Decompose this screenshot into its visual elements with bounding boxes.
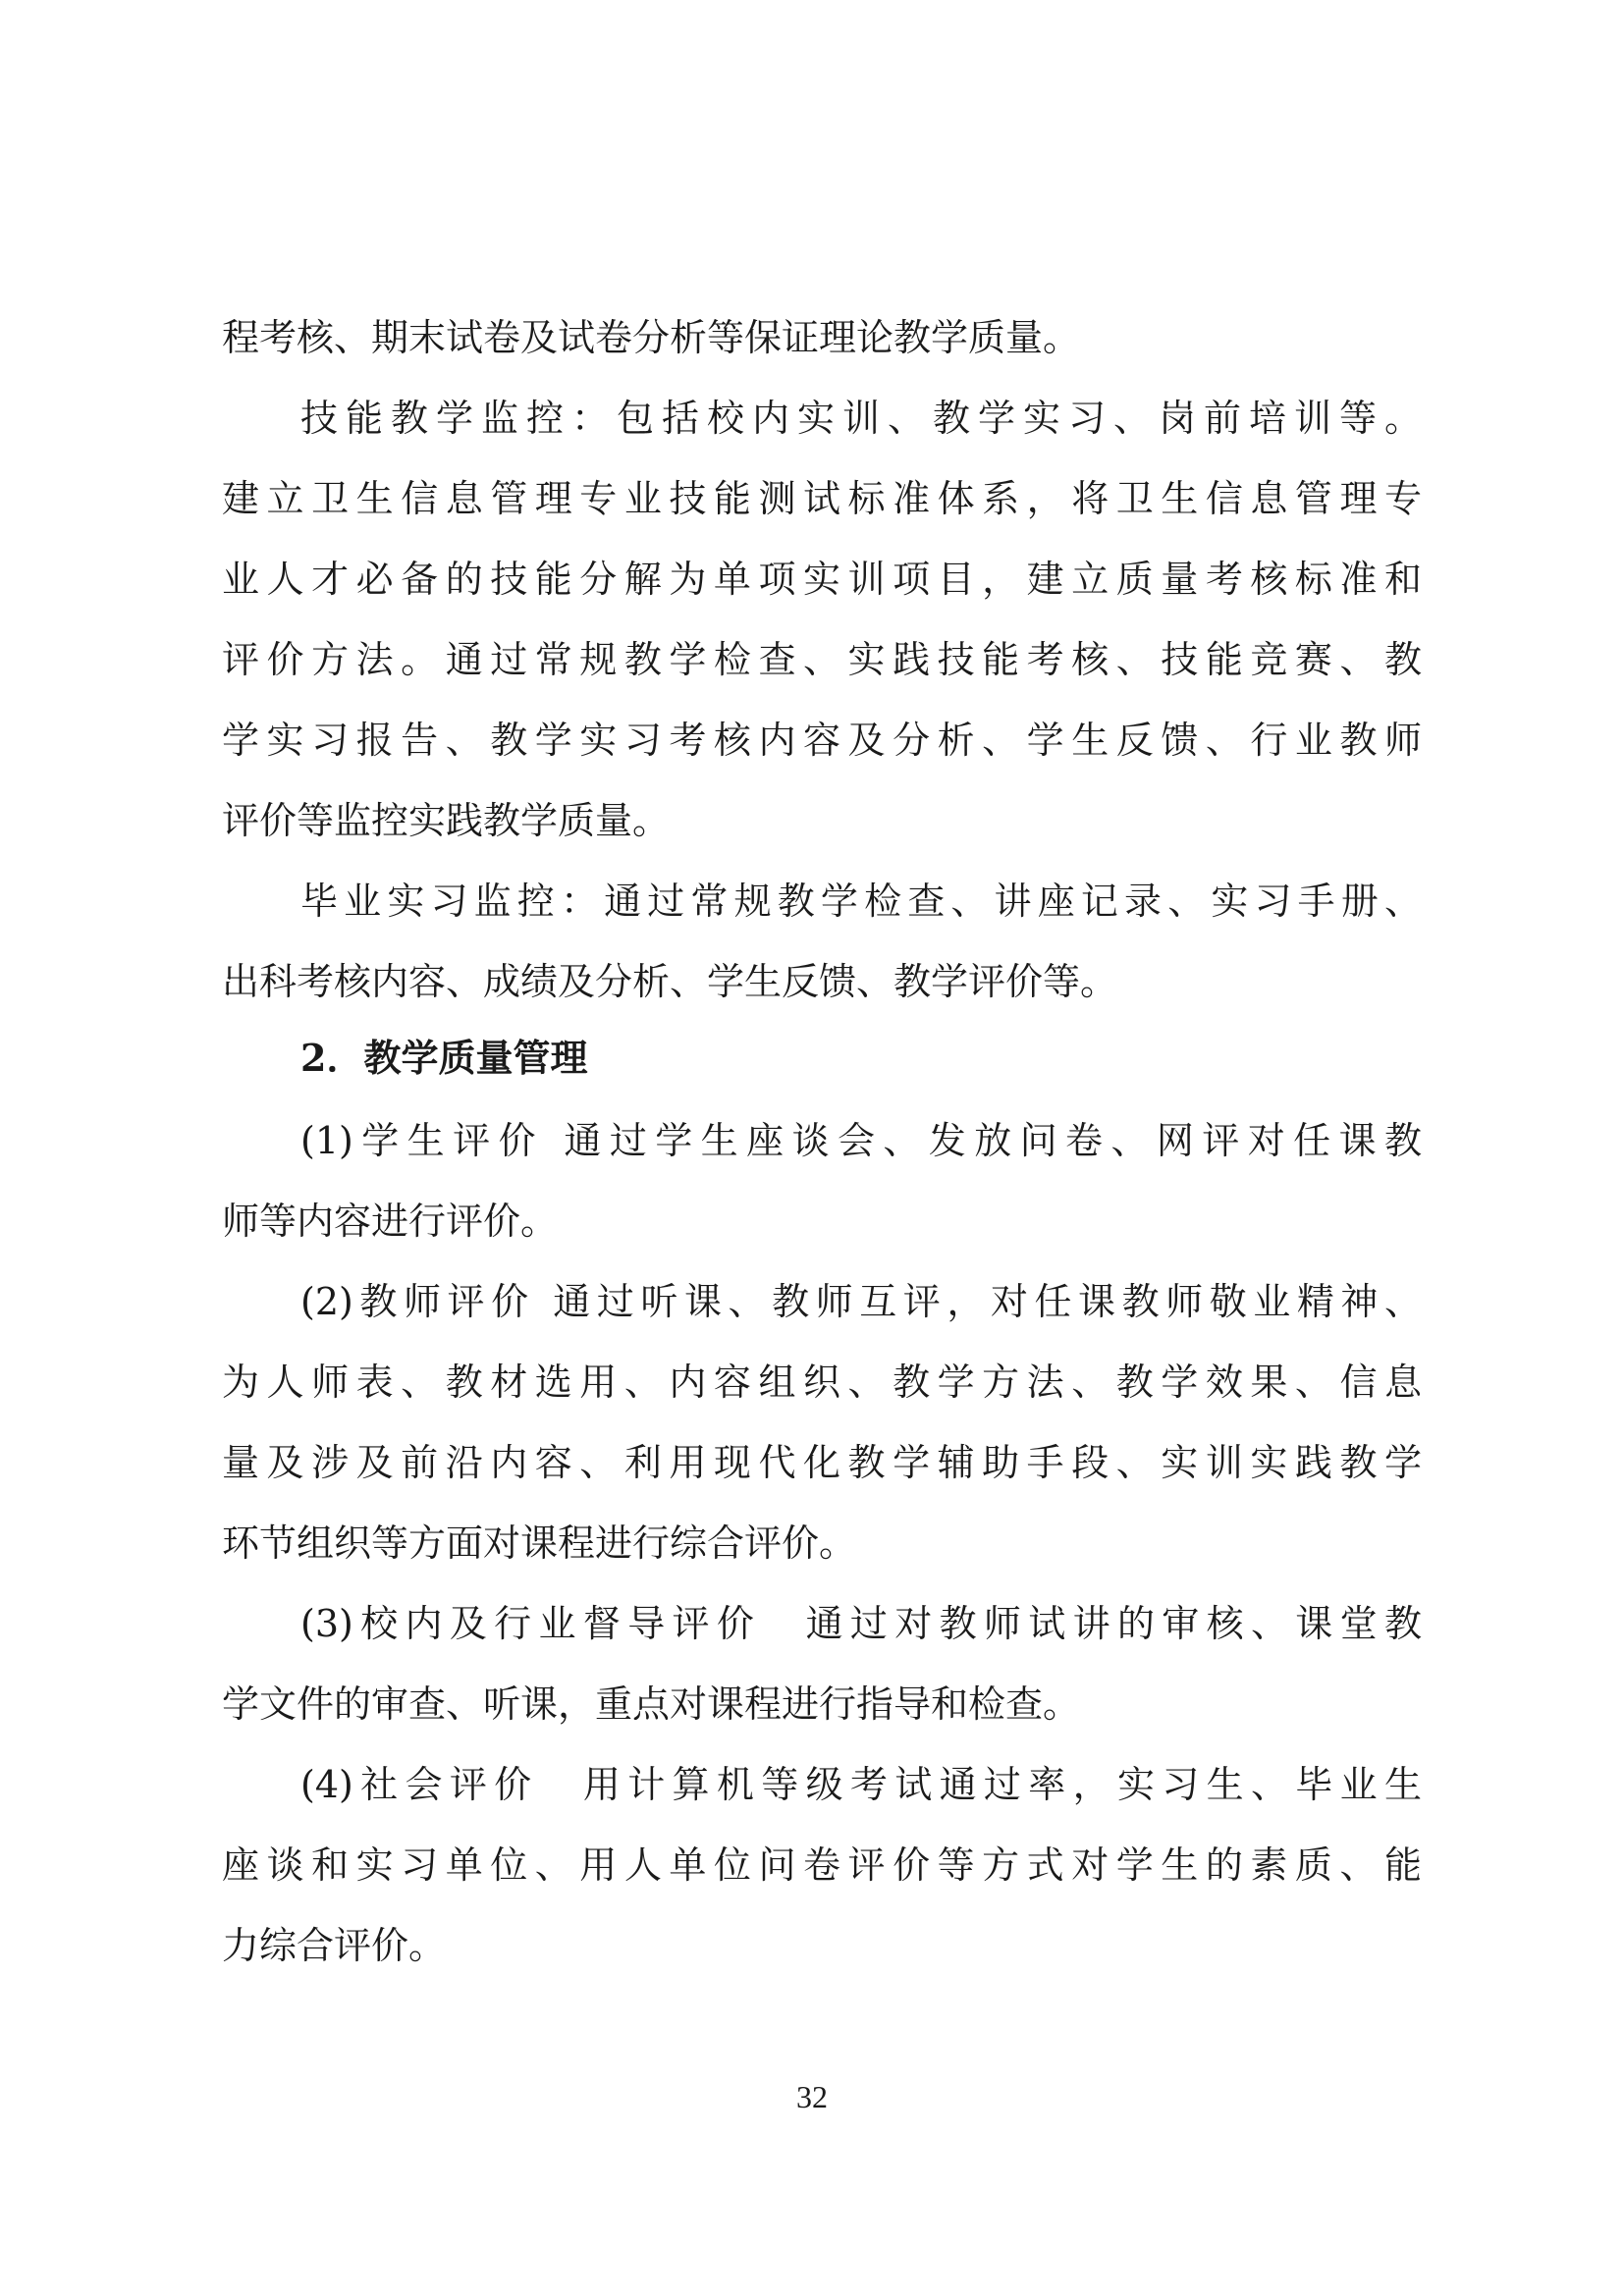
body-line-4: 业人才必备的技能分解为单项实训项目，建立质量考核标准和 — [222, 558, 1422, 601]
paragraph-internship-monitoring-line-1: 毕业实习监控：通过常规教学检查、讲座记录、实习手册、 — [300, 880, 1422, 923]
body-line-5: 评价方法。通过常规教学检查、实践技能考核、技能竞赛、教 — [222, 638, 1422, 681]
body-line-9: 出科考核内容、成绩及分析、学生反馈、教学评价等。 — [222, 960, 1118, 1003]
body-line-12: 师等内容进行评价。 — [222, 1200, 559, 1243]
body-line-6: 学实习报告、教学实习考核内容及分析、学生反馈、行业教师 — [222, 719, 1422, 762]
section-heading-teaching-quality-management: 2．教学质量管理 — [300, 1036, 588, 1080]
body-line-1: 程考核、期末试卷及试卷分析等保证理论教学质量。 — [222, 316, 1081, 359]
body-line-14: 为人师表、教材选用、内容组织、教学方法、教学效果、信息 — [222, 1361, 1422, 1404]
body-line-21: 力综合评价。 — [222, 1924, 447, 1967]
body-line-18: 学文件的审查、听课，重点对课程进行指导和检查。 — [222, 1682, 1081, 1726]
page-number: 32 — [796, 2079, 828, 2114]
body-line-3: 建立卫生信息管理专业技能测试标准体系，将卫生信息管理专 — [222, 477, 1422, 520]
item-2-teacher-evaluation-line-1: (2)教师评价 通过听课、教师互评，对任课教师敬业精神、 — [300, 1280, 1422, 1323]
body-line-20: 座谈和实习单位、用人单位问卷评价等方式对学生的素质、能 — [222, 1843, 1422, 1887]
item-4-social-evaluation-line-1: (4)社会评价 用计算机等级考试通过率，实习生、毕业生 — [300, 1763, 1422, 1806]
item-3-supervision-evaluation-line-1: (3)校内及行业督导评价 通过对教师试讲的审核、课堂教 — [300, 1602, 1422, 1645]
body-line-15: 量及涉及前沿内容、利用现代化教学辅助手段、实训实践教学 — [222, 1441, 1422, 1484]
body-line-16: 环节组织等方面对课程进行综合评价。 — [222, 1522, 857, 1565]
item-1-student-evaluation-line-1: (1)学生评价 通过学生座谈会、发放问卷、网评对任课教 — [300, 1119, 1422, 1162]
paragraph-skill-monitoring-line-1: 技能教学监控：包括校内实训、教学实习、岗前培训等。 — [300, 397, 1422, 440]
body-line-7: 评价等监控实践教学质量。 — [222, 799, 671, 842]
